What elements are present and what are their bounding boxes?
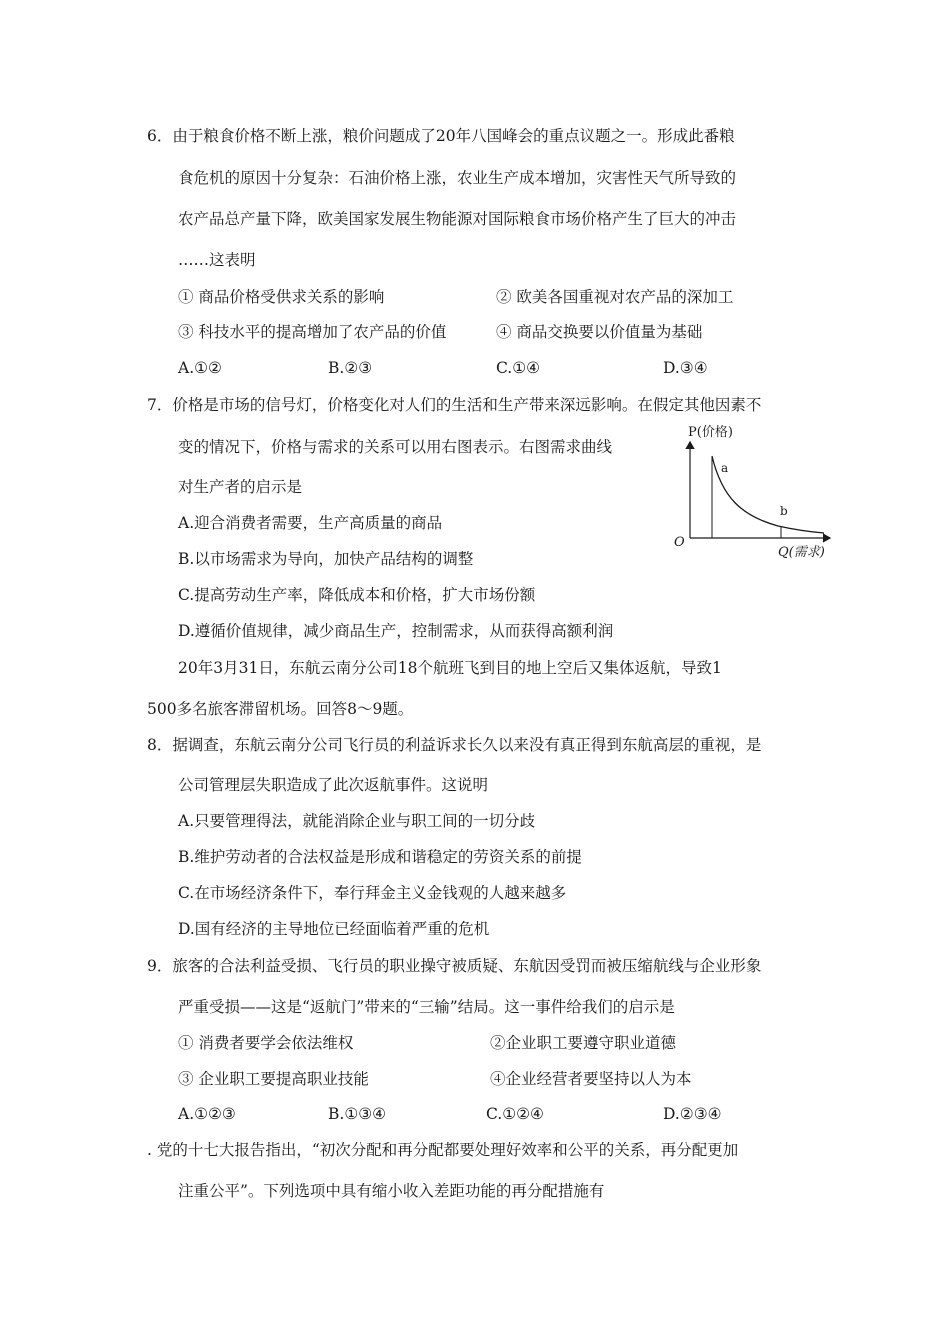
question-7-option-c: C.提高劳动生产率，降低成本和价格，扩大市场份额 (178, 586, 536, 604)
demand-curve-diagram (670, 420, 845, 565)
question-10-stem-line-1: . 党的十七大报告指出，“初次分配和再分配都要处理好效率和公平的关系，再分配更加 (147, 1141, 739, 1159)
question-10-stem-line-2: 注重公平”。下列选项中具有缩小收入差距功能的再分配措施有 (178, 1182, 605, 1200)
question-9-item-1: ① 消费者要学会依法维权 (178, 1034, 354, 1052)
passage-line-1: 20年3月31日，东航云南分公司18个航班飞到目的地上空后又集体返航，导致1 (178, 659, 722, 677)
question-9-option-a: A.①②③ (178, 1105, 236, 1123)
question-6-stem-line-1: 6．由于粮食价格不断上涨，粮价问题成了20年八国峰会的重点议题之一。形成此番粮 (147, 127, 735, 145)
question-7-stem-line-3: 对生产者的启示是 (178, 478, 303, 496)
question-8-option-c: C.在市场经济条件下，奉行拜金主义金钱观的人越来越多 (178, 884, 567, 902)
question-6-option-a: A.①② (178, 359, 222, 377)
question-7-option-a: A.迎合消费者需要，生产高质量的商品 (178, 514, 443, 532)
question-8-option-d: D.国有经济的主导地位已经面临着严重的危机 (178, 920, 490, 938)
question-7-option-b: B.以市场需求为导向，加快产品结构的调整 (178, 550, 474, 568)
question-6-option-c: C.①④ (496, 359, 541, 377)
question-8-stem-line-2: 公司管理层失职造成了此次返航事件。这说明 (178, 776, 489, 794)
question-9-option-c: C.①②④ (486, 1105, 544, 1123)
question-6-item-1: ① 商品价格受供求关系的影响 (178, 288, 385, 306)
question-6-stem-line-3: 农产品总产量下降，欧美国家发展生物能源对国际粮食市场价格产生了巨大的冲击 (178, 210, 737, 228)
question-9-item-4: ④企业经营者要坚持以人为本 (490, 1070, 692, 1088)
question-6-item-3: ③ 科技水平的提高增加了农产品的价值 (178, 323, 447, 341)
question-8-option-b: B.维护劳动者的合法权益是形成和谐稳定的劳资关系的前提 (178, 848, 582, 866)
question-6-item-4: ④ 商品交换要以价值量为基础 (496, 323, 703, 341)
question-9-stem-line-1: 9．旅客的合法利益受损、飞行员的职业操守被质疑、东航因受罚而被压缩航线与企业形象 (147, 957, 762, 975)
origin-label: O (674, 535, 685, 550)
question-6-option-d: D.③④ (663, 359, 708, 377)
question-8-stem-line-1: 8．据调查，东航云南分公司飞行员的利益诉求长久以来没有真正得到东航高层的重视，是 (147, 736, 762, 754)
question-7-stem-line-2: 变的情况下，价格与需求的关系可以用右图表示。右图需求曲线 (178, 438, 613, 456)
question-6-stem-line-4: ……这表明 (178, 251, 256, 269)
question-7-option-d: D.遵循价值规律，减少商品生产，控制需求，从而获得高额利润 (178, 622, 614, 640)
question-9-option-b: B.①③④ (328, 1105, 387, 1123)
x-axis-label: Q(需求) (778, 545, 825, 560)
demand-curve (712, 456, 824, 533)
point-b-label: b (780, 504, 788, 518)
question-6-option-b: B.②③ (328, 359, 373, 377)
question-8-option-a: A.只要管理得法，就能消除企业与职工间的一切分歧 (178, 812, 536, 830)
question-7-stem-line-1: 7．价格是市场的信号灯，价格变化对人们的生活和生产带来深远影响。在假定其他因素不 (147, 396, 762, 414)
point-a-label: a (721, 461, 729, 475)
question-9-item-3: ③ 企业职工要提高职业技能 (178, 1070, 369, 1088)
question-6-stem-line-2: 食危机的原因十分复杂：石油价格上涨，农业生产成本增加，灾害性天气所导致的 (178, 169, 737, 187)
question-9-item-2: ②企业职工要遵守职业道德 (490, 1034, 677, 1052)
question-9-option-d: D.②③④ (663, 1105, 722, 1123)
question-9-stem-line-2: 严重受损——这是“返航门”带来的“三输”结局。这一事件给我们的启示是 (178, 998, 675, 1016)
question-6-item-2: ② 欧美各国重视对农产品的深加工 (496, 288, 734, 306)
y-axis-label: P(价格) (688, 425, 733, 440)
passage-line-2: 500多名旅客滞留机场。回答8～9题。 (147, 700, 414, 718)
